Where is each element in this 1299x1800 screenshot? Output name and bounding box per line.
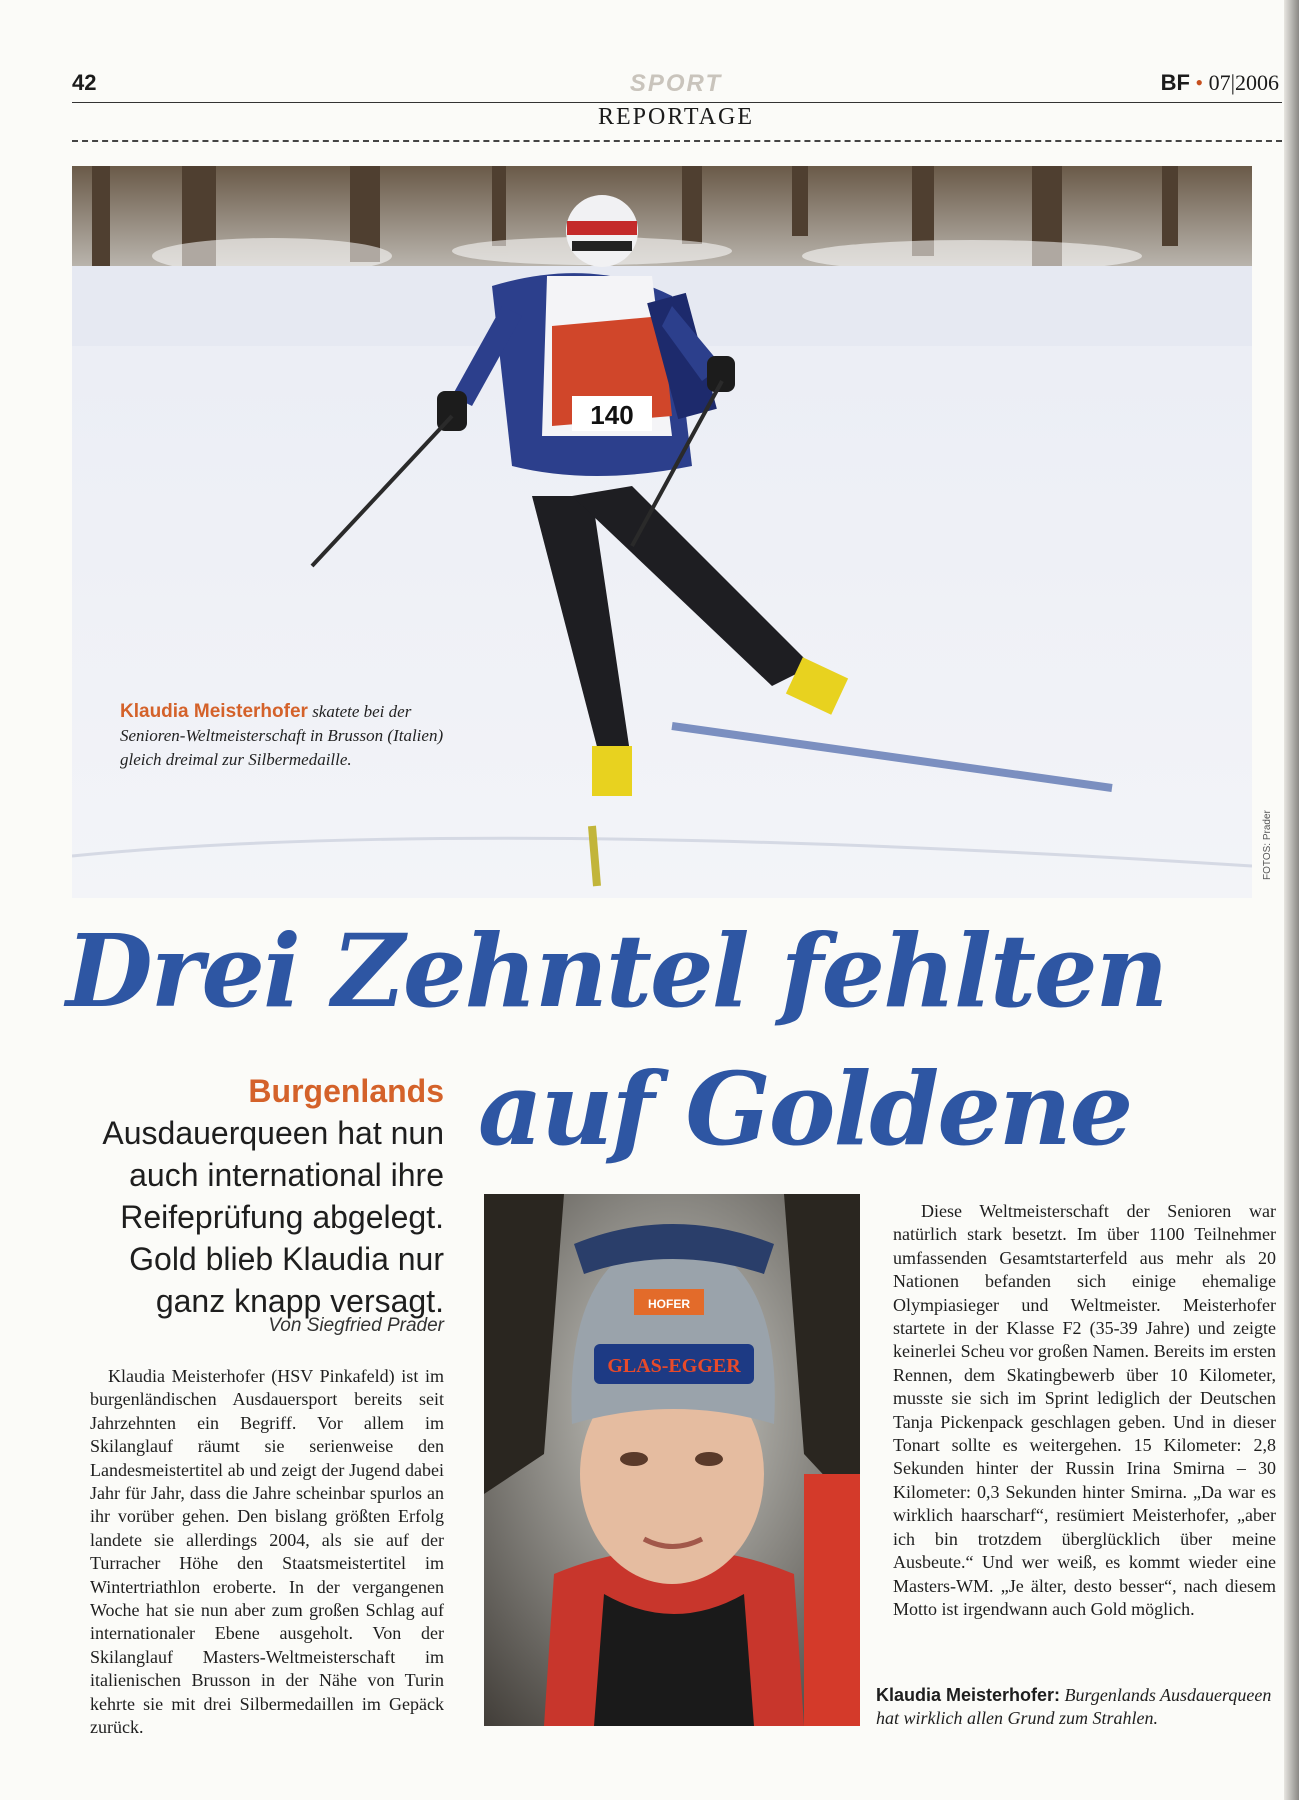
header-rule (72, 102, 1282, 103)
portrait-caption-text: Burgenlands Ausdauerqueen hat wirklich allen Grund zum Strahlen. (876, 1685, 1272, 1729)
portrait-caption-name: Klaudia Meisterhofer: (876, 1685, 1061, 1705)
issue-info (1161, 70, 1279, 96)
portrait-photo (484, 1194, 860, 1726)
cap-logo: GLAS-EGGER (607, 1355, 741, 1377)
caption-text: skatete bei der Senioren-Weltmeisterschaft in Brusson (Italien) gleich dreimal zur Silbermedaille. (120, 702, 444, 769)
skier-photo (72, 166, 1252, 898)
issue-year: 2006 (1235, 70, 1279, 95)
headline-line-1: Drei Zehntel fehlten (66, 912, 1167, 1030)
issue-bullet: • (1195, 70, 1204, 95)
header-dashed-rule (72, 140, 1282, 142)
byline: Von Siegfried Prader (268, 1315, 444, 1336)
caption-name: Klaudia Meisterhofer (120, 701, 308, 722)
issue-month: 07 (1208, 70, 1231, 95)
headband-text: HOFER (648, 1297, 690, 1311)
page-number: 42 (72, 70, 97, 95)
portrait-caption (876, 1684, 1276, 1731)
body-column-right: Diese Weltmeisterschaft der Senioren war natürlich stark besetzt. Im über 1100 Teilnehmer umfassenden Gesamtstarterfeld aus mehr als 20 Nationen befanden sich einige ehemalige Olympiasieger und Weltmeister. Meisterhofer startete in der Klasse F2 (35-39 Jahre) und zeigte keinerlei Scheu vor großen Namen. Bereits im ersten Rennen, dem Skatingbewerb über 10 Kilometer, musste sie sich im Sprint lediglich der Deutschen Tanja Pickenpack geschlagen geben. Und in dieser Tonart sollte es weitergehen. 15 Kilometer: 2,8 Sekunden hinter der Russin Irina Smirna – 30 Kilometer: 0,3 Sekunden hinter Smirna. „Da war es wirklich haarscharf“, resümiert Meisterhofer, „aber ich bin trotzdem überglücklich über meine Ausbeute.“ Und wer weiß, es kommt wieder eine Masters-WM. „Je älter, desto besser“, nach diesem Motto ist irgendwann auch Gold möglich. (893, 1201, 1276, 1619)
scan-edge-shadow (1284, 0, 1299, 1800)
lead-accent: Burgenlands (248, 1073, 444, 1109)
lead-text: Ausdauerqueen hat nun auch international ihre Reifeprüfung abgelegt. Gold blieb Klaudia nur ganz knapp versagt. (102, 1115, 444, 1319)
section-label: SPORT (629, 70, 723, 97)
bib-number: 140 (590, 400, 634, 430)
photo-caption (120, 700, 480, 772)
body-column-left: Klaudia Meisterhofer (HSV Pinkafeld) ist im burgenländischen Ausdauersport bereits seit Jahrzehnten ein Begriff. Vor allem im Skilanglauf räumt sie serienweise den Landesmeistertitel ab und zeigt der Jugend dabei Jahr für Jahr, dass die Jahre scheinbar spurlos an ihr vorüber gehen. Den bislang größten Erfolg landete sie allerdings 2004, als sie auf der Turracher Höhe den Staatsmeistertitel im Wintertriathlon eroberte. In der vergangenen Woche hat sie nun aber zum großen Schlag auf internationaler Ebene ausgeholt. Von der Skilanglauf Masters-Weltmeisterschaft im italienischen Brusson in der Nähe von Turin kehrte sie mit drei Silbermedaillen im Gepäck zurück. (90, 1366, 444, 1738)
headline-line-2: auf Goldene (478, 1050, 1132, 1168)
issue-separator: | (1230, 70, 1235, 95)
subsection-label: REPORTAGE (598, 104, 754, 130)
publication-brand: BF (1160, 70, 1190, 95)
photo-credit: FOTOS: Prader (1262, 810, 1273, 880)
lead-paragraph (64, 1070, 444, 1322)
